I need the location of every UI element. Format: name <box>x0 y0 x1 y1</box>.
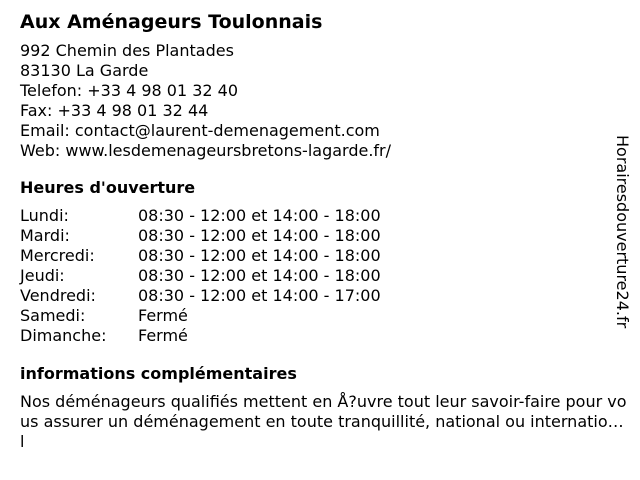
day-hours: 08:30 - 12:00 et 14:00 - 18:00 <box>138 246 381 265</box>
hours-row-friday <box>20 286 610 306</box>
hours-row-thursday <box>20 266 610 286</box>
hours-heading: Heures d'ouverture <box>20 178 196 197</box>
email-line: Email: contact@laurent-demenagement.com <box>20 121 380 140</box>
hours-row-monday <box>20 206 610 226</box>
hours-row-saturday <box>20 306 610 326</box>
day-hours: 08:30 - 12:00 et 14:00 - 18:00 <box>138 266 381 285</box>
fax-line: Fax: +33 4 98 01 32 44 <box>20 101 209 120</box>
address-block <box>20 41 610 161</box>
info-heading: informations complémentaires <box>20 364 297 383</box>
web-line: Web: www.lesdemenageursbretons-lagarde.fr/ <box>20 141 392 160</box>
day-hours: Fermé <box>138 326 188 345</box>
day-hours: 08:30 - 12:00 et 14:00 - 18:00 <box>138 226 381 245</box>
address-street: 992 Chemin des Plantades <box>20 41 234 60</box>
day-hours: Fermé <box>138 306 188 325</box>
day-hours: 08:30 - 12:00 et 14:00 - 18:00 <box>138 206 381 225</box>
site-watermark: Horairesdouverture24.fr <box>613 135 632 329</box>
day-label: Vendredi: <box>20 286 96 305</box>
hours-row-sunday <box>20 326 610 346</box>
business-name: Aux Aménageurs Toulonnais <box>20 11 323 33</box>
day-label: Lundi: <box>20 206 69 225</box>
day-label: Mardi: <box>20 226 70 245</box>
hours-table <box>20 206 610 346</box>
hours-row-wednesday <box>20 246 610 266</box>
day-label: Jeudi: <box>20 266 65 285</box>
day-label: Dimanche: <box>20 326 107 345</box>
day-label: Samedi: <box>20 306 86 325</box>
phone-line: Telefon: +33 4 98 01 32 40 <box>20 81 239 100</box>
day-hours: 08:30 - 12:00 et 14:00 - 17:00 <box>138 286 381 305</box>
hours-row-tuesday <box>20 226 610 246</box>
address-city: 83130 La Garde <box>20 61 149 80</box>
day-label: Mercredi: <box>20 246 95 265</box>
info-description: Nos déménageurs qualifiés mettent en Å?uvre tout leur savoir-faire pour vous assurer un déménagement en toute tranquillité, national ou international <box>20 392 628 451</box>
